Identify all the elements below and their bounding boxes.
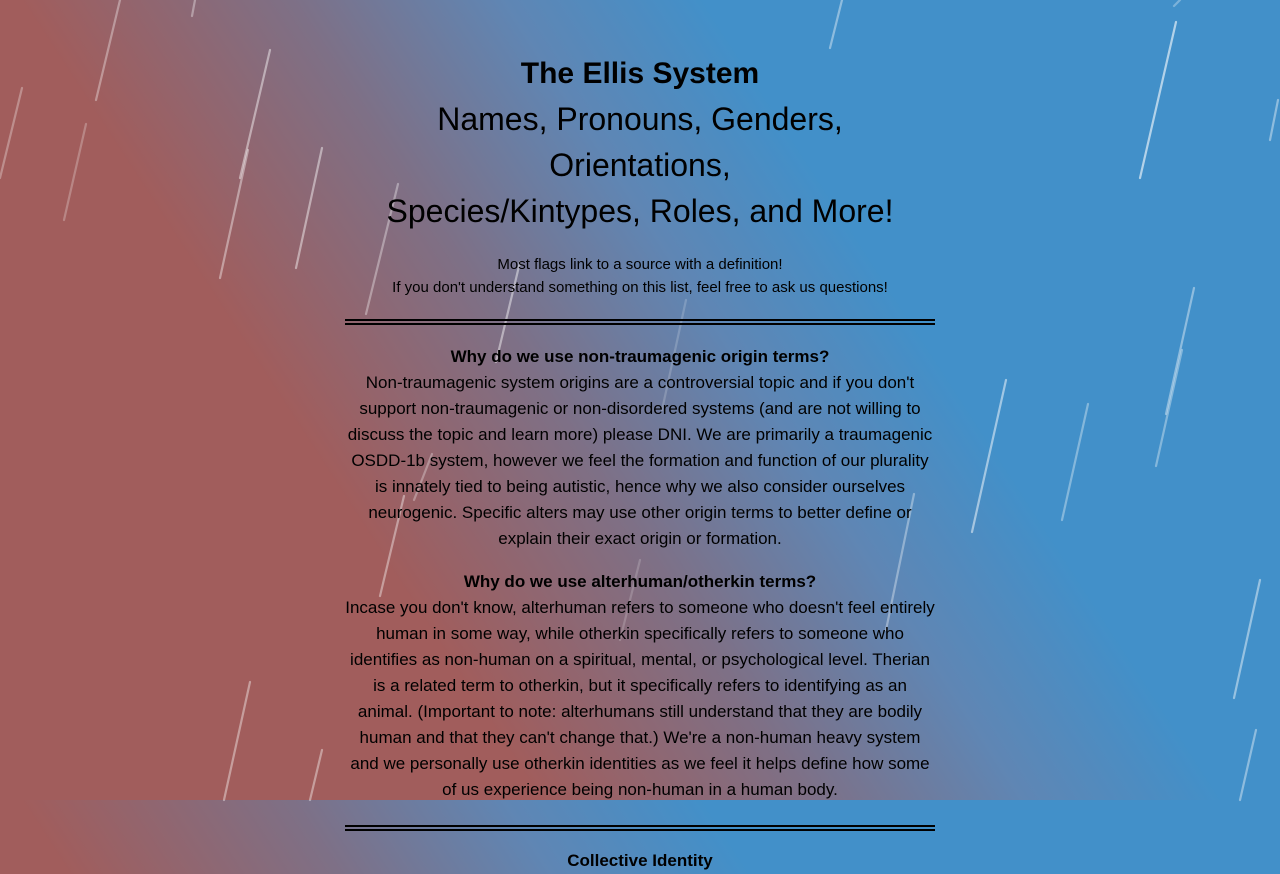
rain-streak (0, 88, 22, 178)
faq-body: Incase you don't know, alterhuman refers to someone who doesn't feel entirely human in some way, while otherkin specifically refers to someone who identifies as non-human on a spiritual, mental, or psychological level. Therian is a related term to otherkin, but it specifically refers to identifying as an animal. (Important to note: alterhumans still understand that they are bodily human and that they can't change that.) We're a non-human heavy system and we personally use otherkin identities as we feel it helps define how some of us experience being non-human in a human body. (345, 598, 935, 799)
subtitle-line-1: Names, Pronouns, Genders, Orientations, (437, 101, 843, 183)
intro-notes (345, 253, 935, 299)
rain-streak (1234, 580, 1260, 698)
double-divider (345, 825, 935, 831)
rain-streak (220, 150, 248, 278)
faq-body: Non-traumagenic system origins are a controversial topic and if you don't support non-traumagenic or non-disordered systems (and are not willing to discuss the topic and learn more) please DNI. We are primarily a traumagenic OSDD-1b system, however we feel the formation and function of our plurality is innately tied to being autistic, hence why we also consider ourselves neurogenic. Specific alters may use other origin terms to better define or explain their exact origin or formation. (347, 373, 933, 548)
rain-streak (1156, 350, 1182, 466)
rain-streak (1166, 288, 1194, 414)
rain-streak (310, 750, 322, 800)
subtitle-line-2: Species/Kintypes, Roles, and More! (386, 193, 894, 229)
rain-streak (1062, 404, 1088, 520)
rain-streak (240, 50, 270, 178)
page-content (345, 0, 935, 874)
flags-note: Most flags link to a source with a definition! (497, 256, 783, 273)
faq-heading: Why do we use alterhuman/otherkin terms? (463, 572, 817, 591)
faq-heading: Why do we use non-traumagenic origin terms? (450, 347, 830, 366)
faq-item-origin-terms (345, 344, 935, 552)
rain-streak (1270, 100, 1278, 140)
rain-streak (96, 0, 120, 100)
rain-streak (1174, 0, 1180, 6)
rain-streak (972, 380, 1006, 532)
section-heading-collective-identity: Collective Identity (567, 851, 713, 870)
rain-streak (192, 0, 195, 16)
double-divider (345, 319, 935, 325)
questions-note: If you don't understand something on this list, feel free to ask us questions! (392, 279, 888, 296)
site-title: The Ellis System (520, 57, 760, 90)
faq-section (345, 344, 935, 803)
rain-streak (1240, 730, 1256, 800)
rain-streak (224, 682, 250, 800)
faq-item-alterhuman-terms (345, 569, 935, 803)
rain-streak (296, 148, 322, 268)
site-subtitle (345, 96, 935, 234)
rain-streak (64, 124, 86, 220)
rain-streak (1140, 22, 1176, 178)
